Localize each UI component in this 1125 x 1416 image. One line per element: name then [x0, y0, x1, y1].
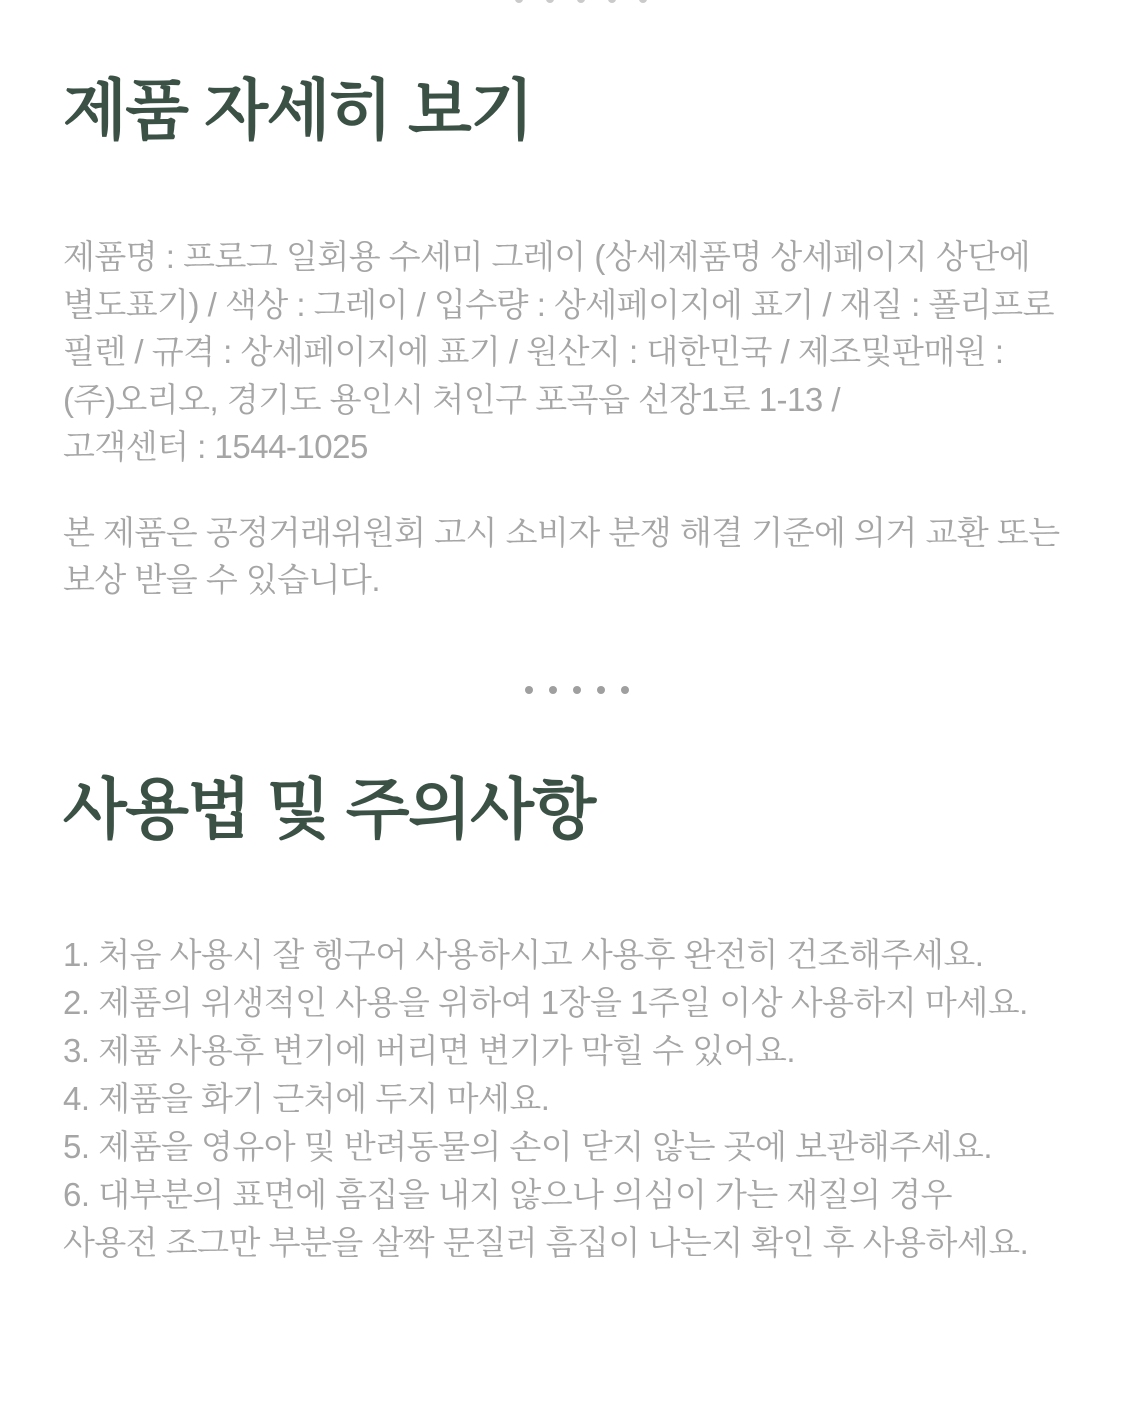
text-line: 본 제품은 공정거래위원회 고시 소비자 분쟁 해결 기준에 의거 교환 또는: [63, 513, 1060, 551]
product-info-section: [63, 74, 1090, 604]
dot-icon: [621, 686, 629, 694]
content-column: [0, 74, 1125, 1267]
dot-icon: [597, 686, 605, 694]
dots-separator: [63, 686, 1090, 694]
dot-icon: [639, 0, 647, 3]
usage-section-title: 사용법 및 주의사항: [63, 771, 595, 846]
product-section-title: 제품 자세히 보기: [63, 73, 533, 147]
text-line: 6. 대부분의 표면에 흠집을 내지 않으나 의심이 가는 재질의 경우: [63, 1175, 952, 1213]
text-line: 별도표기) / 색상 : 그레이 / 입수량 : 상세페이지에 표기 / 재질 : 폴리프로: [63, 285, 1055, 323]
text-line: 2. 제품의 위생적인 사용을 위하여 1장을 1주일 이상 사용하지 마세요.: [63, 983, 1028, 1021]
text-line: 1. 처음 사용시 잘 헹구어 사용하시고 사용후 완전히 건조해주세요.: [63, 935, 984, 973]
text-line: 사용전 조그만 부분을 살짝 문질러 흠집이 나는지 확인 후 사용하세요.: [63, 1223, 1029, 1261]
text-line: 4. 제품을 화기 근처에 두지 마세요.: [63, 1079, 550, 1117]
dots-row: [515, 0, 647, 3]
text-line: 필렌 / 규격 : 상세페이지에 표기 / 원산지 : 대한민국 / 제조및판매원 :: [63, 333, 1004, 370]
dot-icon: [515, 0, 523, 3]
dot-icon: [525, 686, 533, 694]
exchange-policy-paragraph: [63, 509, 1090, 604]
dots-row: [63, 686, 1090, 694]
text-line: 5. 제품을 영유아 및 반려동물의 손이 닫지 않는 곳에 보관해주세요.: [63, 1127, 993, 1165]
text-line: 고객센터 : 1544-1025: [63, 428, 368, 465]
usage-precautions-list: [63, 931, 1090, 1267]
dot-icon: [577, 0, 585, 3]
text-line: 보상 받을 수 있습니다.: [63, 561, 381, 598]
dot-icon: [608, 0, 616, 3]
text-line: 3. 제품 사용후 변기에 버리면 변기가 막힐 수 있어요.: [63, 1031, 796, 1069]
dot-icon: [549, 686, 557, 694]
usage-section: [63, 773, 1090, 1267]
text-line: (주)오리오, 경기도 용인시 처인구 포곡읍 선장1로 1-13 /: [63, 380, 841, 418]
text-line: 제품명 : 프로그 일회용 수세미 그레이 (상세제품명 상세페이지 상단에: [63, 238, 1031, 275]
product-info-paragraph: [63, 233, 1090, 471]
dot-icon: [573, 686, 581, 694]
cropped-dots-separator-icon: [515, 0, 647, 3]
dot-icon: [546, 0, 554, 3]
